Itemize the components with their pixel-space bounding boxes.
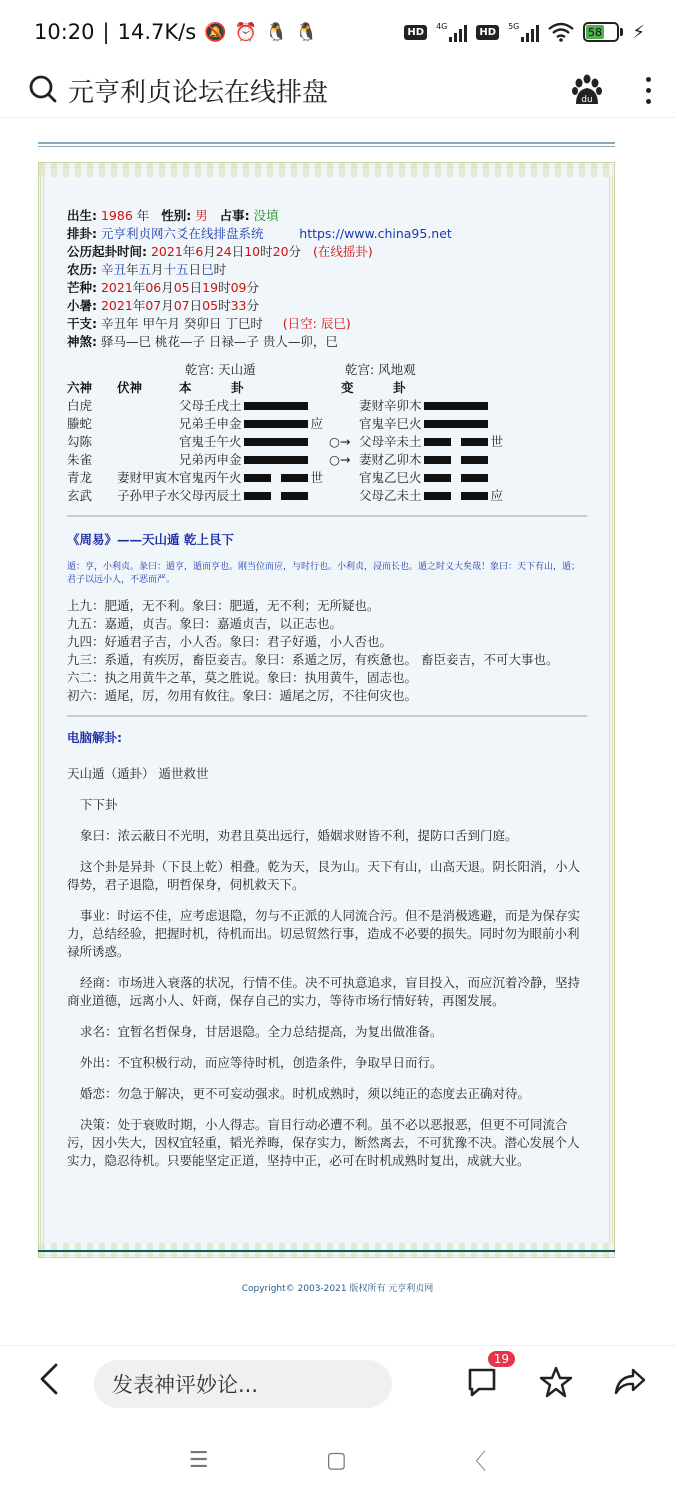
result-frame (38, 162, 615, 1258)
jiegua-name: 天山遁（遁卦） 遁世救世 (67, 766, 209, 781)
yang-line (424, 420, 488, 428)
jiegua-title: 电脑解卦: (67, 730, 122, 745)
status-speed: 14.7K/s (117, 20, 197, 44)
bian-gua-yao: 妻财辛卯木 (359, 397, 519, 415)
yao-ci: 九五：嘉遁，贞吉。象曰：嘉遁贞吉，以正志也。 (67, 616, 343, 631)
alarm-icon: ⏰ (234, 21, 257, 43)
jiegua-paragraph: 事业：时运不佳，应考虑退隐，勿与不正派的人同流合污。但不是消极逃避，而是为保存实力，总结经验，把握时机，待机而出。切忌贸然行事，造成不必要的损失。同时勿为眼前小利禄所诱惑。 (67, 908, 581, 959)
jiegua-paragraph: 决策：处于衰败时期，小人得志。盲目行动必遭不利。虽不必以恶报恶，但更不可同流合污，因小失大，因权宜轻重，韬光养晦，保存实力，断然离去，不可犹豫不决。潜心发展个人实力，隐忍待机。只要能坚定正道，坚持中正，必可在时机成熟时复出，成就大业。 (67, 1117, 580, 1168)
status-separator: | (102, 20, 110, 44)
jiegua-paragraph: 求名：宜暂名哲保身，甘居退隐。全力总结提高，为复出做准备。 (80, 1024, 443, 1039)
xiaoshu-line: 小暑: 2021年07月07日05时33分 (67, 298, 259, 313)
yin-line (244, 474, 308, 482)
wifi-icon (548, 22, 574, 42)
gua-row (67, 433, 587, 451)
yao-ci: 上九：肥遁，无不利。象曰：肥遁，无不利；无所疑也。 (67, 598, 380, 613)
jiegua-paragraph: 外出：不宜积极行动，而应等待时机，创造条件，争取早日而行。 (80, 1055, 443, 1070)
shensha-line: 神煞: 驿马—巳 桃花—子 日禄—子 贵人—卯，巳 (67, 334, 338, 349)
menu-icon[interactable]: ☰ (188, 1448, 209, 1473)
gua-row (67, 451, 587, 469)
page-content (0, 118, 675, 1345)
gua-ci: 遁：亨，小利贞。彖曰：遁亨，遁而亨也。刚当位而应，与时行也。小利贞，浸而长也。遁之时义大矣哉！象曰：天下有山，遁；君子以远小人，不恶而严。 (67, 562, 581, 585)
ben-gua-yao: 官鬼壬午火 (179, 433, 329, 451)
qq-icon: 🐧 (265, 21, 288, 43)
ben-gua-yao: 父母丙辰土 (179, 487, 329, 505)
palace-row (67, 361, 587, 379)
signal-5g-icon: 5G (508, 22, 539, 42)
comment-bubble-icon (465, 1365, 499, 1399)
shi-ying-mark: 应 (490, 488, 504, 503)
yao-ci: 初六：遁尾，厉，勿用有攸往。象曰：遁尾之厉，不往何灾也。 (67, 688, 418, 703)
moving-mark: ○→ (329, 452, 351, 467)
gua-row (67, 469, 587, 487)
left-palace: 乾宫: 天山遁 (185, 362, 256, 377)
bian-gua-yao: 父母辛未土 世 (359, 434, 504, 449)
top-bar (0, 64, 675, 118)
mangzhong-line: 芒种: 2021年06月05日19时09分 (67, 280, 259, 295)
yin-line (424, 474, 488, 482)
more-menu-icon[interactable] (646, 77, 651, 104)
top-divider (38, 142, 615, 147)
status-bar (0, 0, 675, 64)
bian-gua-yao: 官鬼辛巳火 (359, 415, 519, 433)
search-icon[interactable] (28, 74, 58, 108)
yin-line (244, 492, 308, 500)
page-title[interactable]: 元亨利贞论坛在线排盘 (68, 78, 329, 108)
yin-line (424, 456, 488, 464)
ganzhi-line: 干支: 辛丑年 甲午月 癸卯日 丁巳时 (日空: 辰巳) (67, 316, 351, 331)
baidu-paw-icon[interactable] (570, 74, 604, 108)
bottom-divider (38, 1250, 615, 1252)
copyright: Copyright© 2003-2021 版权所有 元亨利贞网 (241, 1284, 434, 1294)
jiegua-paragraph: 这个卦是异卦（下艮上乾）相叠。乾为天，艮为山。天下有山，山高天退。阴长阳消，小人得势，君子退隐，明哲保身，伺机救天下。 (67, 859, 581, 892)
moving-mark: ○→ (329, 434, 351, 449)
share-icon[interactable] (613, 1365, 647, 1403)
nongli-line: 农历: 辛丑年五月十五日巳时 (67, 262, 227, 277)
yin-line (424, 492, 488, 500)
star-icon[interactable] (539, 1365, 573, 1403)
ben-gua-yao: 兄弟丙申金 (179, 451, 329, 469)
yao-ci: 九四：好遁君子吉，小人否。象曰：君子好遁，小人否也。 (67, 634, 393, 649)
yang-line (424, 402, 488, 410)
battery-icon: 58 (583, 22, 623, 42)
signal-4g-icon: 4G (436, 22, 467, 42)
gua-row (67, 415, 587, 433)
yang-line (244, 438, 308, 446)
divider-1 (67, 515, 587, 517)
svg-text:du: du (581, 94, 593, 105)
liushen: 螣蛇 (67, 416, 93, 431)
jiegua-paragraph: 经商：市场进入衰落的状况，行情不佳。决不可执意追求，盲目投入，而应沉着冷静，坚持商业道德，远离小人、奸商，保存自己的实力，等待市场行情好转，再图发展。 (67, 975, 581, 1008)
yang-line (244, 402, 308, 410)
gongli-line: 公历起卦时间: 2021年6月24日10时20分 (在线摇卦) (67, 244, 373, 259)
bottom-bar (0, 1345, 675, 1421)
comment-count-badge: 19 (486, 1349, 517, 1369)
mute-bell-icon: 🔕 (204, 21, 227, 43)
yang-line (244, 456, 308, 464)
bian-gua-yao: 父母乙未土 应 (359, 488, 504, 503)
bian-gua-yao: 妻财乙卯木 (359, 451, 519, 469)
hd-icon: HD (404, 25, 427, 40)
charging-icon: ⚡ (632, 21, 645, 43)
shi-ying-mark: 世 (310, 470, 324, 485)
shi-ying-mark: 世 (490, 434, 504, 449)
gua-header-row: 六神 伏神 本 卦 变 卦 (67, 380, 406, 395)
ben-gua-yao: 兄弟壬申金 应 (179, 416, 324, 431)
yin-line (424, 438, 488, 446)
result-content (67, 207, 587, 1170)
system-nav-bar (0, 1421, 675, 1500)
liushen: 勾陈 (67, 434, 93, 449)
comment-input[interactable]: 发表神评妙论... (94, 1360, 392, 1408)
back-icon[interactable] (38, 1362, 78, 1405)
fushen: 子孙甲子水 (117, 488, 180, 503)
right-palace: 乾宫: 风地观 (345, 362, 416, 377)
bian-gua-yao: 官鬼乙巳火 (359, 469, 519, 487)
jiegua-paragraph: 婚恋：勿急于解决，更不可妄动强求。时机成熟时，须以纯正的态度去正确对待。 (80, 1086, 531, 1101)
home-icon[interactable]: ▢ (325, 1448, 347, 1473)
qq-icon-2: 🐧 (295, 21, 318, 43)
liushen: 朱雀 (67, 452, 93, 467)
divider-2 (67, 715, 587, 717)
liushen: 青龙 (67, 470, 93, 485)
yang-line (244, 420, 308, 428)
fushen: 妻财甲寅木 (117, 470, 180, 485)
hd-icon-2: HD (476, 25, 499, 40)
gua-row (67, 487, 587, 505)
jiegua-level: 下下卦 (80, 797, 118, 812)
liushen: 白虎 (67, 398, 93, 413)
zhouyi-title: 《周易》——天山遁 乾上艮下 (67, 532, 234, 547)
gua-row (67, 397, 587, 415)
ben-gua-yao: 父母壬戌土 (179, 397, 329, 415)
liushen: 玄武 (67, 488, 93, 503)
shi-ying-mark: 应 (310, 416, 324, 431)
yao-ci: 六二：执之用黄牛之革，莫之胜说。象曰：执用黄牛，固志也。 (67, 670, 418, 685)
paigua-line: 排卦: 元亨利贞网六爻在线排盘系统 https://www.china95.net (67, 226, 452, 241)
status-time: 10:20 (34, 20, 95, 44)
birth-line: 出生: 1986 年 性别: 男 占事: 没填 (67, 208, 279, 223)
gua-table (67, 361, 587, 505)
yao-ci-list (67, 597, 587, 705)
site-link[interactable]: https://www.china95.net (299, 226, 452, 241)
ben-gua-yao: 官鬼丙午火 世 (179, 470, 324, 485)
nav-back-icon[interactable]: 〈 (464, 1450, 487, 1475)
yao-ci: 九三：系遁，有疾厉，畜臣妾吉。象曰：系遁之厉，有疾惫也。 畜臣妾吉，不可大事也。 (67, 652, 559, 667)
jiegua-paragraph: 象曰：浓云蔽日不光明，劝君且莫出远行，婚姻求财皆不利，提防口舌到门庭。 (80, 828, 518, 843)
comments-button[interactable] (465, 1351, 509, 1403)
